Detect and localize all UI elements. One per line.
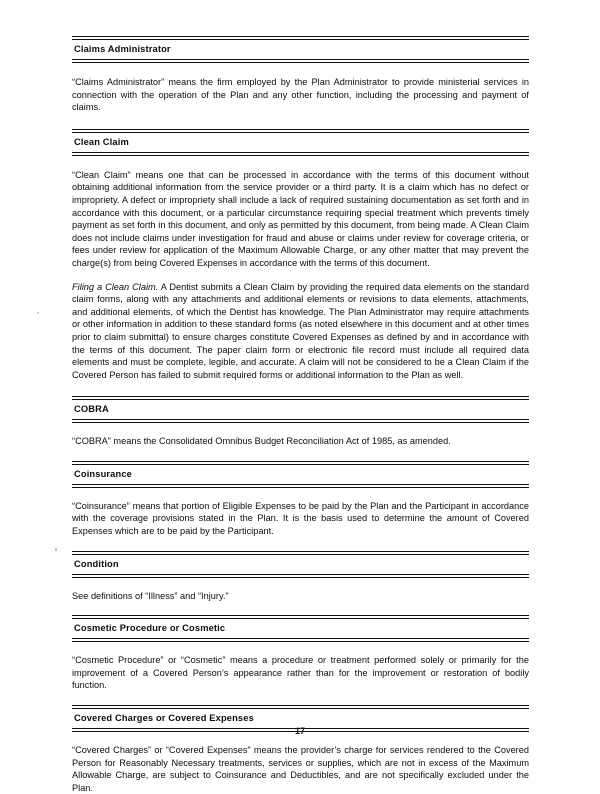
- paragraph-text: “Coinsurance” means that portion of Eligible Expenses to be paid by the Plan and the Participant in accordance with the coverage provisions stated in the Plan. It is the basis used to determine the amount of Covered Expenses which are to be paid by the Participant.: [72, 500, 529, 537]
- paragraph: [72, 744, 529, 794]
- section-clean-claim: [72, 129, 529, 156]
- section-heading: Clean Claim: [74, 136, 129, 147]
- section-claims-administrator: [72, 36, 529, 63]
- paragraph-lead-italic: Filing a Clean Claim.: [72, 281, 159, 292]
- paragraph: [72, 281, 529, 382]
- paragraph: [72, 435, 529, 448]
- paragraph-text: “COBRA” means the Consolidated Omnibus Budget Reconciliation Act of 1985, as amended.: [72, 436, 451, 447]
- section-cosmetic-procedure: [72, 615, 529, 642]
- paragraph-text: A Dentist submits a Clean Claim by providing the required data elements on the standard claim forms, along with any attachments and additional elements or revisions to data elements, attachments, and additional elements, of which the Dentist has knowledge. The Plan Administrator may require attachments or other information in addition to these standard forms (as noted elsewhere in this document and at other times prior to claim submittal) to ensure charges constitute Covered Expenses as defined by and in accordance with the terms of this document. The paper claim form or electronic file record must include all required data elements and must be complete, legible, and accurate. A claim will not be considered to be a Clean Claim if the Covered Person has failed to submit required forms or additional information to the Plan as well.: [72, 281, 529, 380]
- paragraph-text: “Covered Charges” or “Covered Expenses” means the provider’s charge for services rendered to the Covered Person for Reasonably Necessary treatments, services or supplies, which are not in excess of the Maximum Allowable Charge, are subject to Coinsurance and Deductibles, and are not specifically excluded under the Plan.: [72, 745, 529, 793]
- paragraph-text: “Clean Claim” means one that can be processed in accordance with the terms of this document without obtaining additional information from the service provider or a third party. It is a claim which has no defect or impropriety. A defect or impropriety shall include a lack of required sustaining documentation as set forth and in accordance with this document, or a particular circumstance requiring special treatment which prevents timely payment as set forth in this document, and only as permitted by this document, from being made. A Clean Claim does not include claims under investigation for fraud and abuse or claims under review for coverage criteria, or fees under review for application of the Maximum Allowable Charge, or any other matter that may prevent the charge(s) from being Covered Expenses in accordance with the terms of this document.: [72, 169, 529, 268]
- scan-artifact-speck: [55, 548, 57, 551]
- scan-artifact-speck: [37, 312, 39, 314]
- section-heading: Cosmetic Procedure or Cosmetic: [74, 623, 226, 634]
- paragraph: [72, 76, 529, 114]
- paragraph: [72, 169, 529, 270]
- section-heading: Condition: [74, 558, 119, 569]
- paragraph-text: “Claims Administrator” means the firm employed by the Plan Administrator to provide ministerial services in connection with the operation of the Plan and any other function, including the processing and payment of claims.: [72, 77, 529, 113]
- section-heading: Covered Charges or Covered Expenses: [74, 713, 254, 724]
- section-heading: COBRA: [74, 404, 109, 415]
- page-number: 17: [294, 726, 305, 736]
- section-condition: [72, 551, 529, 578]
- paragraph-text: See definitions of “Illness” and “Injury.”: [72, 590, 229, 601]
- section-heading: Coinsurance: [74, 468, 132, 479]
- section-cobra: [72, 396, 529, 423]
- paragraph: [72, 590, 529, 603]
- paragraph: [72, 654, 529, 692]
- document-body: [72, 36, 529, 794]
- paragraph: [72, 500, 529, 538]
- section-heading: Claims Administrator: [74, 44, 171, 54]
- section-coinsurance: [72, 461, 529, 488]
- paragraph-text: “Cosmetic Procedure” or “Cosmetic” means a procedure or treatment performed solely or primarily for the improvement of a Covered Person’s appearance rather than for the improvement or restoration of bodily function.: [72, 655, 529, 691]
